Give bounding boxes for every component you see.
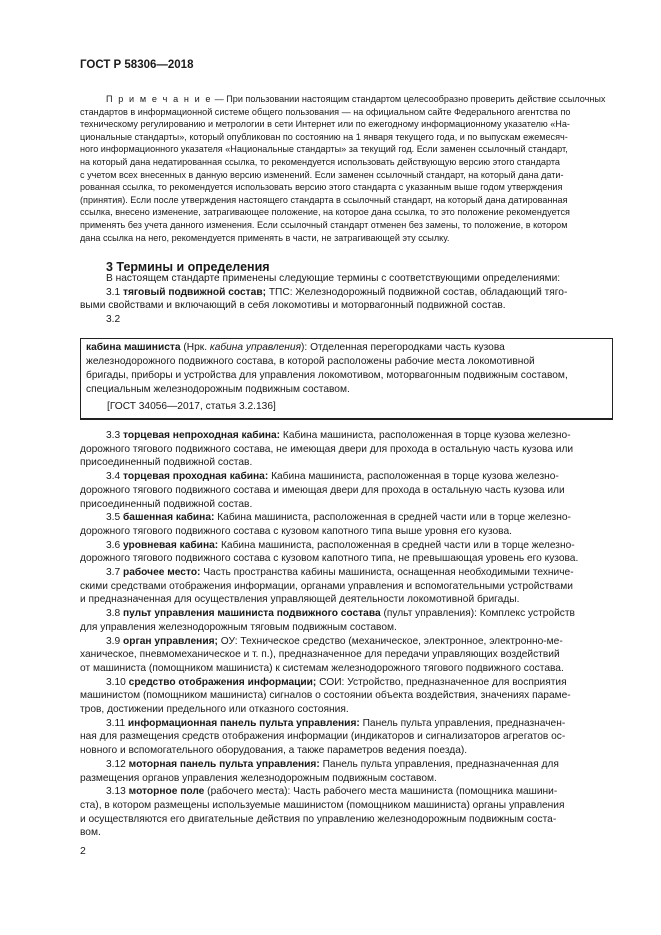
intro-text: В настоящем стандарте применены следующие термины с соответствующими определениями:: [106, 273, 561, 284]
quoted-definition-box: кабина машиниста (Нрк. кабина управления): Отделенная перегородками часть кузова железнодорожного подвижного состава, в которой расположены рабочие места локомотивной бригады, приборы и устройства для управления локомотивом, моторвагонным подвижным составом, специальным железнодорожным подвижным составом. [ГОСТ 34056—2017, статья 3.2.136]: [80, 338, 613, 420]
term-entry: 3.3 торцевая непроходная кабина: Кабина машиниста, расположенная в торце кузова железно-: [106, 430, 571, 441]
term-name: торцевая проходная кабина:: [123, 471, 269, 483]
term-continuation: ная для размещения средств отображения информации (индикаторов и сигнализаторов агрегатов ос-: [80, 731, 566, 743]
note-line: ссылка, внесено изменение, затрагивающее положение, на которое дана ссылка, то это положение рекомендуется: [80, 207, 570, 218]
note-line: циональные стандарты», который опубликован по состоянию на 1 января текущего года, и по выпускам ежемесяч-: [80, 131, 568, 142]
term-name: кабина машиниста: [86, 342, 181, 353]
note-label: П р и м е ч а н и е: [106, 94, 213, 104]
term-name: средство отображения информации;: [128, 676, 317, 688]
term-continuation: вом.: [80, 827, 101, 839]
term-name: информационная панель пульта управления:: [127, 717, 360, 729]
intro-block: В настоящем стандарте применены следующие термины с соответствующими определениями: 3.1 тяговый подвижной состав; ТПС: Железнодорожный подвижной состав, обладающий тяго- выми свойствами и включающий в себя локомотивы и моторвагонный подвижной состав. 3.2: [80, 272, 615, 327]
term-continuation: дорожного тягового подвижного состава с кузовом капотного типа выше уровня его кузова.: [80, 525, 512, 537]
section-title: 3 Термины и определения: [106, 260, 270, 274]
term-continuation: и предназначенная для осуществления управляющей деятельности локомотивной бригады.: [80, 594, 520, 606]
note-line: рованная ссылка, то рекомендуется использовать версию этого стандарта с указанным выше годом утверждения: [80, 182, 563, 193]
term-entry: 3.9 орган управления; ОУ: Техническое средство (механическое, электронное, электронно-ме-: [106, 635, 563, 647]
term-entry: 3.7 рабочее место: Часть пространства кабины машиниста, оснащенная необходимыми техниче-: [106, 567, 574, 579]
term-name: тяговый подвижной состав;: [123, 286, 266, 298]
term-entry: 3.11 информационная панель пульта управления: Панель пульта управления, предназначен-: [106, 717, 566, 729]
term-continuation: ханическое, пневмомеханическое и т. п.), предназначенное для передачи управляющих воздействий: [80, 649, 560, 661]
term-continuation: дорожного тягового подвижного состава с кузовом капотного типа, не превышающая уровень его кузова.: [80, 553, 579, 565]
term-3-2-number: 3.2: [106, 314, 121, 326]
term-name: моторное поле: [128, 786, 205, 798]
note-line: с учетом всех внесенных в данную версию изменений. Если заменен ссылочный стандарт, на который дана дати-: [80, 169, 564, 180]
term-name: торцевая непроходная кабина:: [123, 430, 281, 441]
note-line: стандартов в информационной системе общего пользования — на официальном сайте Федерального агентства по: [80, 106, 571, 117]
note-line: дана ссылка на него, рекомендуется применять в части, не затрагивающей эту ссылку.: [80, 232, 450, 243]
term-name: моторная панель пульта управления:: [128, 758, 320, 770]
term-name: рабочее место:: [123, 567, 201, 579]
term-continuation: скими средствами отображения информации, органами управления и вспомогательными устройствами: [80, 580, 573, 592]
note-line: (принятия). Если после утверждения настоящего стандарта в ссылочный стандарт, на который дана датированная: [80, 194, 568, 205]
reference-note: [80, 93, 615, 244]
note-line: техническому регулированию и метрологии в сети Интернет или по ежегодному информационному указателю «На-: [80, 119, 570, 130]
note-line: — При пользовании настоящим стандартом целесообразно проверить действие ссылочных: [212, 94, 606, 104]
note-line: ного информационного указателя «Национальные стандарты» за текущий год. Если заменен ссылочный стандарт,: [80, 144, 568, 155]
term-entry: 3.10 средство отображения информации; СОИ: Устройство, предназначенное для восприятия: [106, 676, 567, 688]
term-entry: 3.12 моторная панель пульта управления: Панель пульта управления, предназначенная для: [106, 758, 559, 770]
term-entry: 3.4 торцевая проходная кабина: Кабина машиниста, расположенная в торце кузова железно-: [106, 471, 559, 483]
term-continuation: дорожного тягового подвижного состава и имеющая двери для прохода в остальную часть кузова или: [80, 484, 565, 496]
term-entry: 3.5 башенная кабина: Кабина машиниста, расположенная в средней части или в торце железно-: [106, 512, 571, 524]
terms-list: [80, 429, 615, 840]
term-continuation: тров, достижении предельного или отказного состояния.: [80, 704, 349, 716]
term-continuation: и осуществляются его двигательные действия по управлению железнодорожным подвижным соста-: [80, 813, 557, 825]
term-continuation: размещения органов управления железнодорожным подвижным составом.: [80, 772, 437, 784]
document-header: ГОСТ Р 58306—2018: [80, 59, 194, 71]
term-continuation: машинистом (помощником машиниста) сигналов о состоянии объекта воздействия, значениях параме-: [80, 690, 571, 702]
term-entry: 3.8 пульт управления машиниста подвижного состава (пульт управления): Комплекс устройств: [106, 608, 575, 620]
term-3-1: 3.1 тяговый подвижной состав; ТПС: Железнодорожный подвижной состав, обладающий тяго-: [106, 286, 568, 298]
term-continuation: для управления железнодорожным тяговым подвижным составом.: [80, 621, 397, 633]
term-continuation: присоединенный подвижной состав.: [80, 457, 253, 469]
definition-source: [ГОСТ 34056—2017, статья 3.2.136]: [107, 401, 276, 412]
term-name: орган управления;: [123, 635, 218, 647]
term-continuation: присоединенный подвижной состав.: [80, 498, 253, 510]
term-continuation: ста), в котором размещены используемые машинистом (помощником машиниста) органы управления: [80, 799, 565, 811]
term-continuation: от машиниста (помощником машиниста) к системам железнодорожного тягового подвижного состава.: [80, 662, 564, 674]
note-line: на который дана недатированная ссылка, то рекомендуется использовать действующую версию этого стандарта: [80, 156, 560, 167]
term-continuation: дорожного тягового подвижного состава, не имеющая двери для прохода в остальную часть кузова или: [80, 443, 574, 455]
term-entry: 3.13 моторное поле (рабочего места): Часть рабочего места машиниста (помощника машини-: [106, 786, 558, 798]
note-line: применять без учета данного изменения. Если ссылочный стандарт отменен без замены, то положение, в котором: [80, 219, 568, 230]
page-number: 2: [80, 845, 86, 857]
term-name: пульт управления машиниста подвижного состава: [123, 608, 381, 620]
term-name: уровневая кабина:: [123, 539, 219, 551]
term-entry: 3.6 уровневая кабина: Кабина машиниста, расположенная в средней части или в торце железно-: [106, 539, 575, 551]
term-name: башенная кабина:: [123, 512, 215, 524]
term-continuation: новного и вспомогательного оборудования, а также параметров ведения поезда).: [80, 745, 468, 757]
